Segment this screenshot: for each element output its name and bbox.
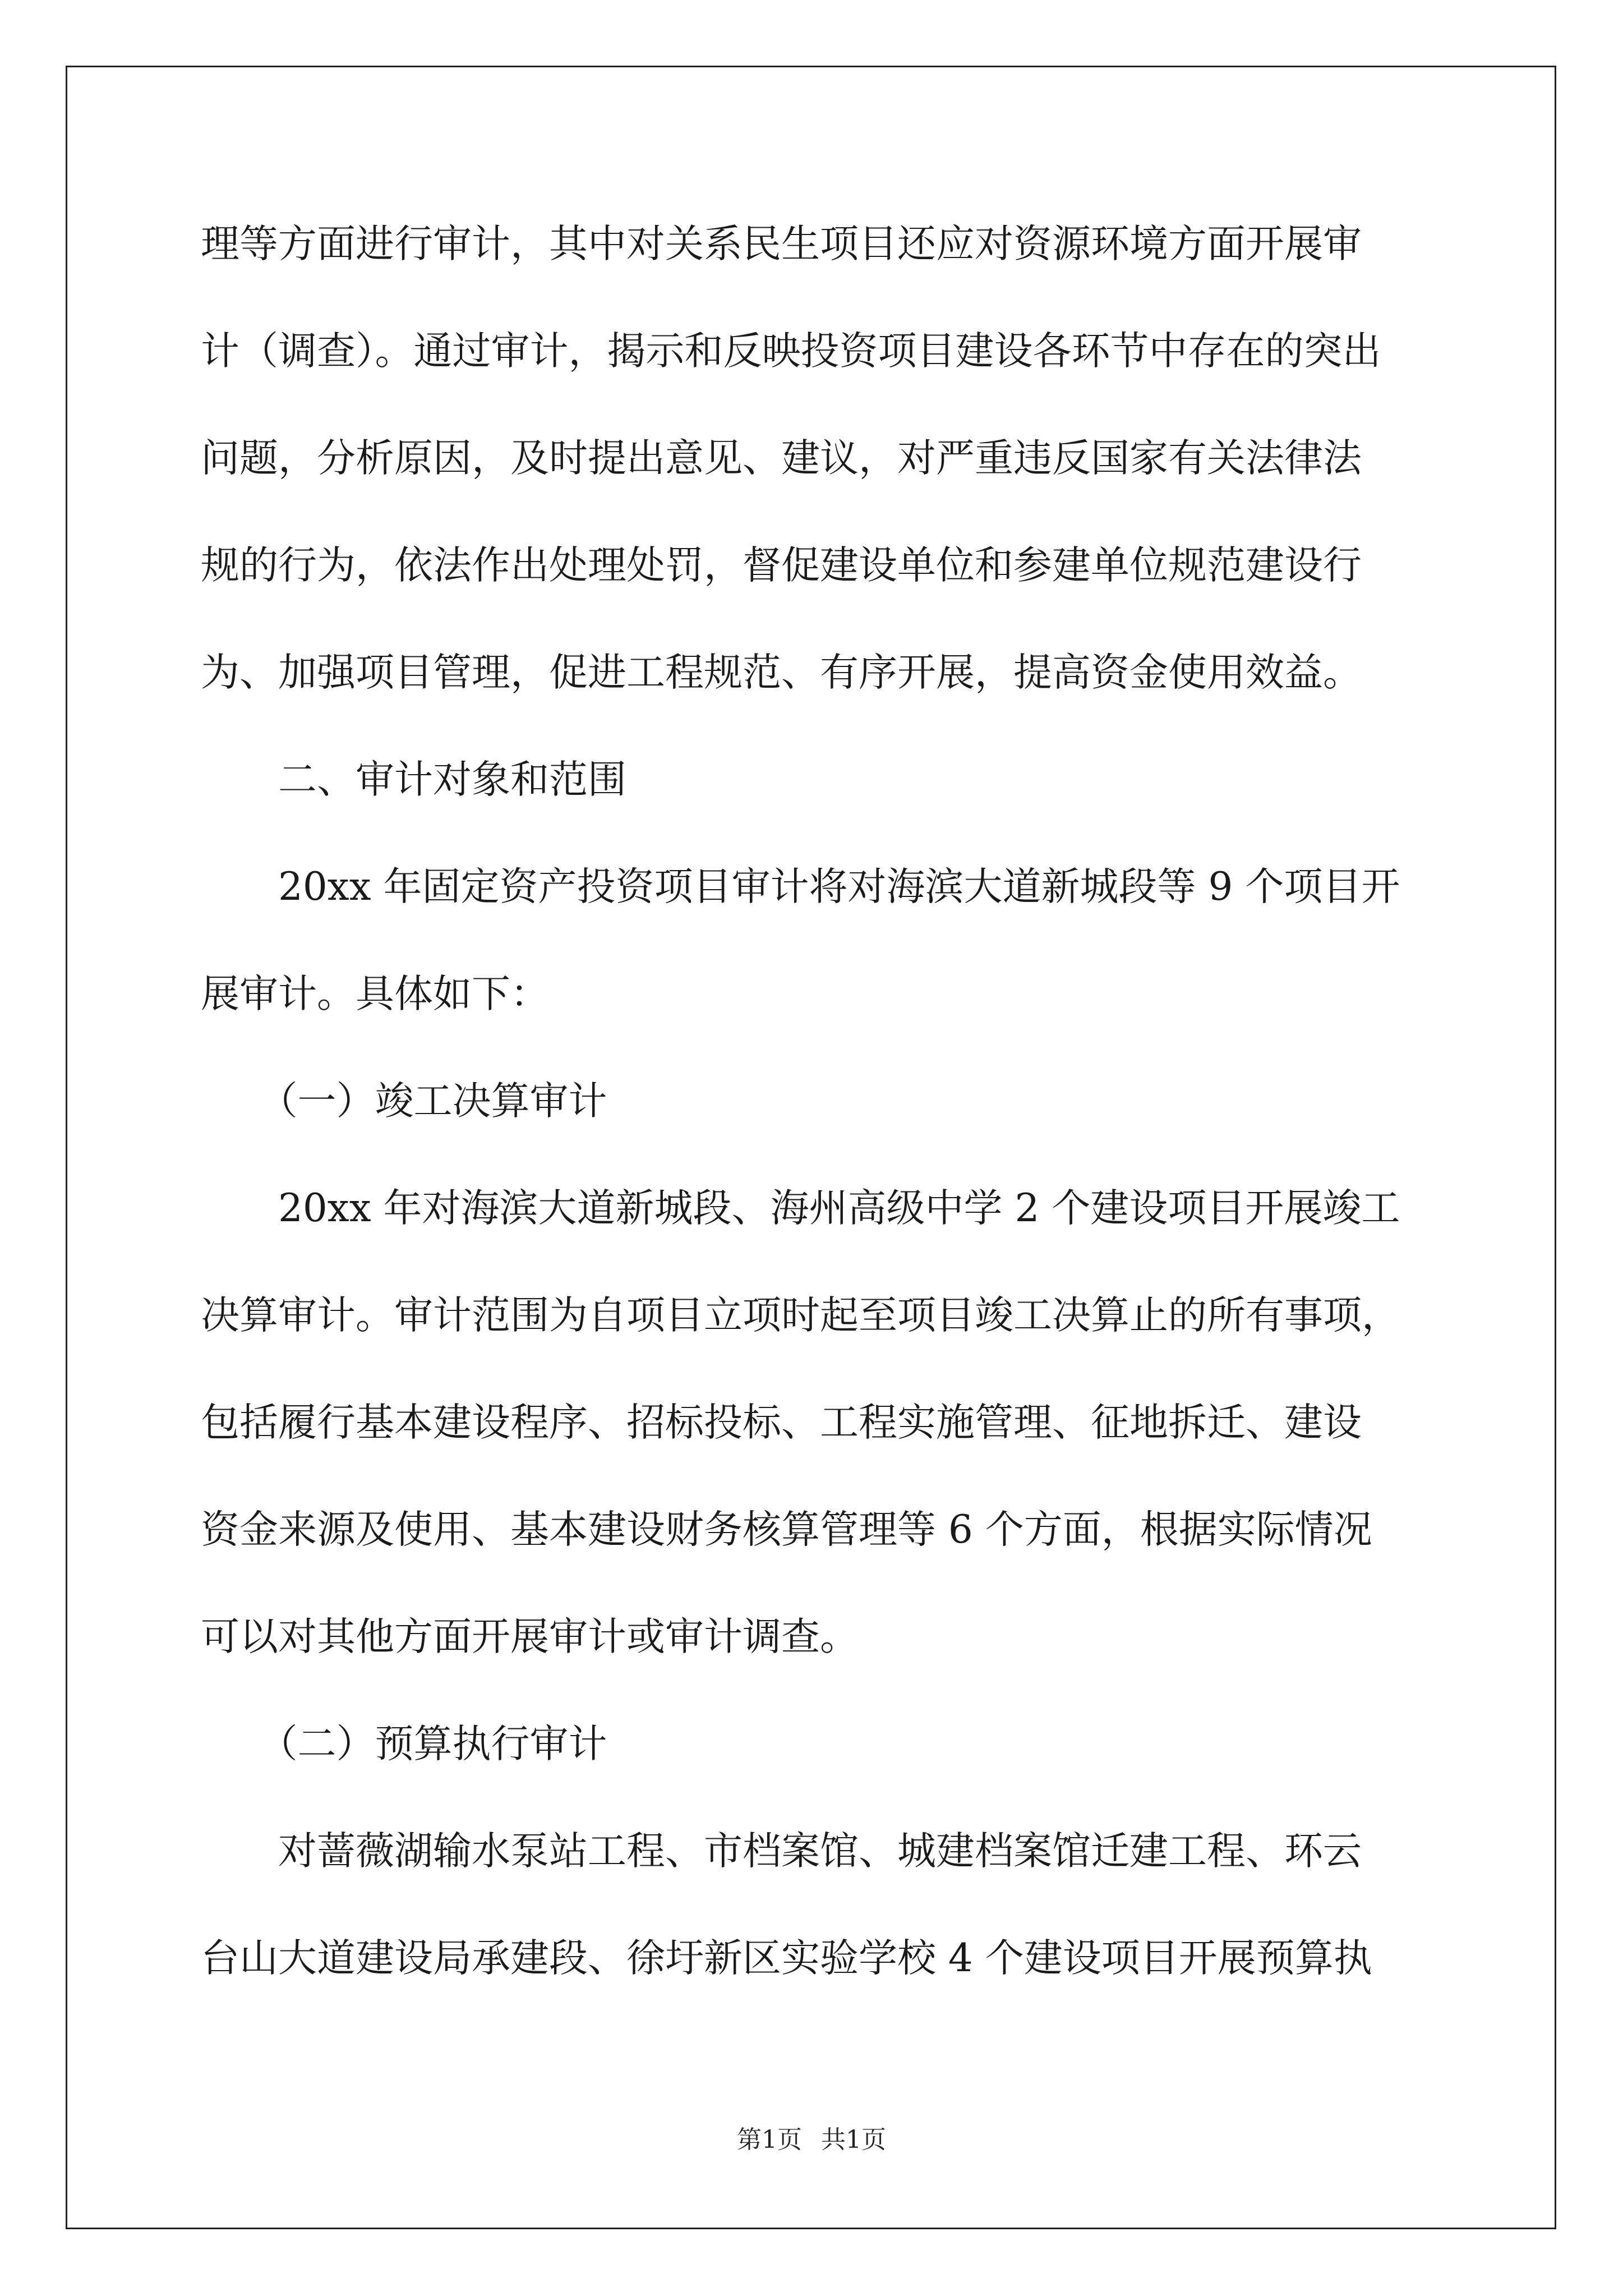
page-total: 共1页 [821, 2125, 886, 2154]
text-line: 包括履行基本建设程序、招标投标、工程实施管理、征地拆迁、建设 [201, 1400, 1362, 1445]
text-line: 20xx 年固定资产投资项目审计将对海滨大道新城段等 9 个项目开 [201, 864, 1400, 909]
text-line: 理等方面进行审计，其中对关系民生项目还应对资源环境方面开展审 [201, 222, 1362, 266]
page-number: 第1页 [737, 2125, 802, 2154]
section-heading: 二、审计对象和范围 [201, 757, 626, 802]
text-line: 规的行为，依法作出处理处罚，督促建设单位和参建单位规范建设行 [201, 543, 1362, 588]
text-line: 20xx 年对海滨大道新城段、海州高级中学 2 个建设项目开展竣工 [201, 1186, 1400, 1231]
subsection-heading: （一）竣工决算审计 [201, 1079, 607, 1124]
text-line: 可以对其他方面开展审计或审计调查。 [201, 1614, 859, 1659]
page-footer [0, 2119, 1623, 2155]
text-line: 问题，分析原因，及时提出意见、建议，对严重违反国家有关法律法 [201, 436, 1362, 481]
text-line: 资金来源及使用、基本建设财务核算管理等 6 个方面，根据实际情况 [201, 1507, 1372, 1552]
subsection-heading: （二）预算执行审计 [201, 1722, 607, 1766]
text-line: 计（调查）。通过审计，揭示和反映投资项目建设各环节中存在的突出 [201, 329, 1381, 374]
text-line: 对蔷薇湖输水泵站工程、市档案馆、城建档案馆迁建工程、环云 [201, 1829, 1362, 1874]
text-line: 决算审计。审计范围为自项目立项时起至项目竣工决算止的所有事项， [201, 1293, 1400, 1338]
text-line: 为、加强项目管理，促进工程规范、有序开展，提高资金使用效益。 [201, 650, 1362, 695]
text-line: 展审计。具体如下： [201, 972, 549, 1016]
document-body [201, 213, 1423, 2035]
text-line: 台山大道建设局承建段、徐圩新区实验学校 4 个建设项目开展预算执 [201, 1936, 1372, 1981]
